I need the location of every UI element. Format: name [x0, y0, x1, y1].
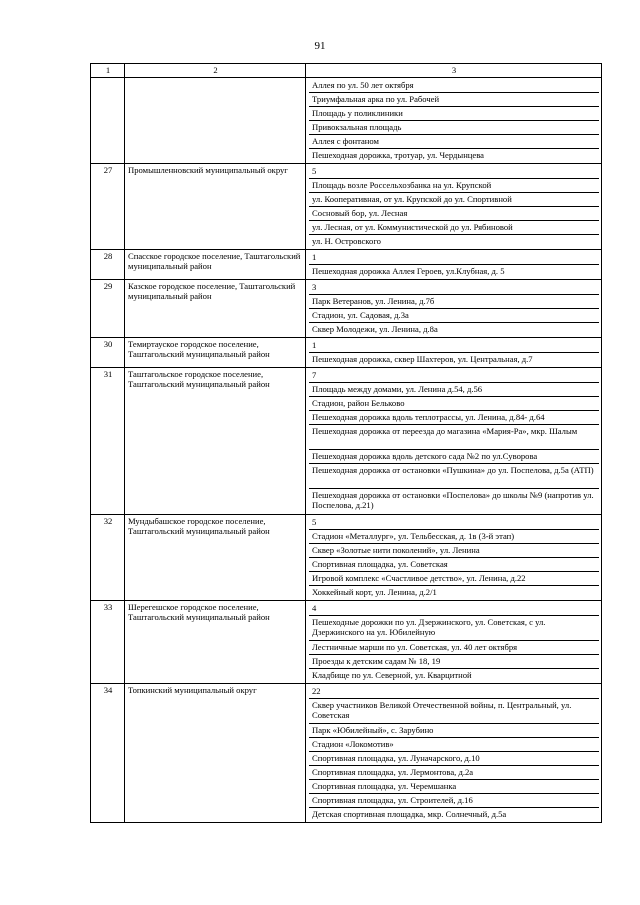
row-number: 29	[91, 280, 125, 338]
object-item: Стадион «Локомотив»	[309, 737, 599, 751]
object-item: Стадион «Металлург», ул. Тельбесская, д. 1в (3-й этап)	[309, 529, 599, 543]
header-col-3: 3	[306, 64, 602, 78]
object-item: Аллея по ул. 50 лет октября	[312, 80, 414, 90]
table-row	[91, 250, 602, 280]
row-number: 34	[91, 684, 125, 823]
row-number: 33	[91, 601, 125, 684]
object-item: Пешеходная дорожка от остановки «Пушкина» до ул. Поспелова, д.5а (АТП)	[309, 463, 599, 488]
objects-cell	[306, 280, 602, 338]
object-item: Стадион, район Бельково	[309, 396, 599, 410]
objects-table	[90, 63, 602, 823]
object-item: Пешеходная дорожка, тротуар, ул. Чердынцева	[309, 148, 599, 162]
object-count: 1	[312, 340, 317, 350]
object-item: Пешеходная дорожка от остановки «Поспелова» до школы №9 (напротив ул. Поспелова, д.21)	[309, 488, 599, 513]
object-item: Парк Ветеранов, ул. Ленина, д.7б	[309, 294, 599, 308]
row-number: 32	[91, 515, 125, 601]
object-item: Пешеходные дорожки по ул. Дзержинского, ул. Советская, с ул. Дзержинского на ул. Юбилейную	[309, 615, 599, 640]
object-item: Спортивная площадка, ул. Черемшанка	[309, 779, 599, 793]
object-item: Игровой комплекс «Счастливое детство», ул. Ленина, д.22	[309, 571, 599, 585]
object-item: Стадион, ул. Садовая, д.3а	[309, 308, 599, 322]
municipality-name: Спасское городское поселение, Таштагольский муниципальный район	[125, 250, 306, 280]
object-count: 5	[312, 166, 317, 176]
object-item: ул. Лесная, от ул. Коммунистической до ул. Рябиновой	[309, 220, 599, 234]
table-row	[91, 280, 602, 338]
object-item: Хоккейный корт, ул. Ленина, д.2/1	[309, 585, 599, 599]
row-number: 31	[91, 368, 125, 515]
row-number	[91, 78, 125, 164]
object-item: Сквер Молодежи, ул. Ленина, д.8а	[309, 322, 599, 336]
objects-cell	[306, 78, 602, 164]
municipality-name: Промышленновский муниципальный округ	[125, 164, 306, 250]
municipality-name: Мундыбашское городское поселение, Таштагольский муниципальный район	[125, 515, 306, 601]
object-item: Сквер «Золотые нити поколений», ул. Ленина	[309, 543, 599, 557]
object-item: ул. Кооперативная, от ул. Крупской до ул. Спортивной	[309, 192, 599, 206]
header-col-2: 2	[125, 64, 306, 78]
table-row	[91, 338, 602, 368]
municipality-name	[125, 78, 306, 164]
object-item: Спортивная площадка, ул. Лермонтова, д.2а	[309, 765, 599, 779]
object-item: Триумфальная арка по ул. Рабочей	[309, 92, 599, 106]
row-number: 27	[91, 164, 125, 250]
table-body	[91, 64, 602, 823]
page-number: 91	[314, 40, 326, 52]
object-item: Пешеходная дорожка вдоль детского сада №2 по ул.Суворова	[309, 449, 599, 463]
municipality-name: Шерегешское городское поселение, Таштагольский муниципальный район	[125, 601, 306, 684]
object-item: Пешеходная дорожка вдоль теплотрассы, ул. Ленина, д.84- д.64	[309, 410, 599, 424]
object-item: Спортивная площадка, ул. Строителей, д.16	[309, 793, 599, 807]
header-row	[91, 64, 602, 78]
object-count: 22	[312, 686, 321, 696]
object-item: Площадь у поликлиники	[309, 106, 599, 120]
municipality-name: Казское городское поселение, Таштагольский муниципальный район	[125, 280, 306, 338]
object-item: Проезды к детским садам № 18, 19	[309, 654, 599, 668]
row-number: 28	[91, 250, 125, 280]
object-count: 3	[312, 282, 317, 292]
object-count: 5	[312, 517, 317, 527]
municipality-name: Таштагольское городское поселение, Таштагольский муниципальный район	[125, 368, 306, 515]
object-item: ул. Н. Островского	[309, 234, 599, 248]
object-item: Площадь между домами, ул. Ленина д.54, д.56	[309, 382, 599, 396]
table-row	[91, 368, 602, 515]
object-item: Спортивная площадка, ул. Луначарского, д.10	[309, 751, 599, 765]
object-item: Спортивная площадка, ул. Советская	[309, 557, 599, 571]
row-number: 30	[91, 338, 125, 368]
object-item: Пешеходная дорожка, сквер Шахтеров, ул. Центральная, д.7	[309, 352, 599, 366]
municipality-name: Топкинский муниципальный округ	[125, 684, 306, 823]
object-item: Привокзальная площадь	[309, 120, 599, 134]
object-item: Кладбище по ул. Северной, ул. Кварцитной	[309, 668, 599, 682]
municipality-name: Темиртауское городское поселение, Таштагольский муниципальный район	[125, 338, 306, 368]
object-item: Площадь возле Россельхозбанка на ул. Крупской	[309, 178, 599, 192]
object-item: Сосновый бор, ул. Лесная	[309, 206, 599, 220]
object-item: Парк «Юбилейный», с. Зарубино	[309, 723, 599, 737]
object-count: 7	[312, 370, 317, 380]
object-item: Аллея с фонтаном	[309, 134, 599, 148]
object-item: Лестничные марши по ул. Советская, ул. 40 лет октября	[309, 640, 599, 654]
object-item: Пешеходная дорожка Аллея Героев, ул.Клубная, д. 5	[309, 264, 599, 278]
objects-cell	[306, 164, 602, 250]
table-row	[91, 601, 602, 684]
object-item: Пешеходная дорожка от переезда до магазина «Мария-Ра», мкр. Шалым	[309, 424, 599, 449]
header-col-1: 1	[91, 64, 125, 78]
table-row	[91, 78, 602, 164]
object-count: 1	[312, 252, 317, 262]
objects-cell	[306, 250, 602, 280]
object-count: 4	[312, 603, 317, 613]
objects-cell	[306, 338, 602, 368]
objects-cell	[306, 684, 602, 823]
object-item: Детская спортивная площадка, мкр. Солнечный, д.5а	[309, 807, 599, 821]
table-row	[91, 164, 602, 250]
table-row	[91, 515, 602, 601]
objects-cell	[306, 368, 602, 515]
objects-cell	[306, 601, 602, 684]
object-item: Сквер участников Великой Отечественной войны, п. Центральный, ул. Советская	[309, 698, 599, 723]
table-row	[91, 684, 602, 823]
objects-cell	[306, 515, 602, 601]
